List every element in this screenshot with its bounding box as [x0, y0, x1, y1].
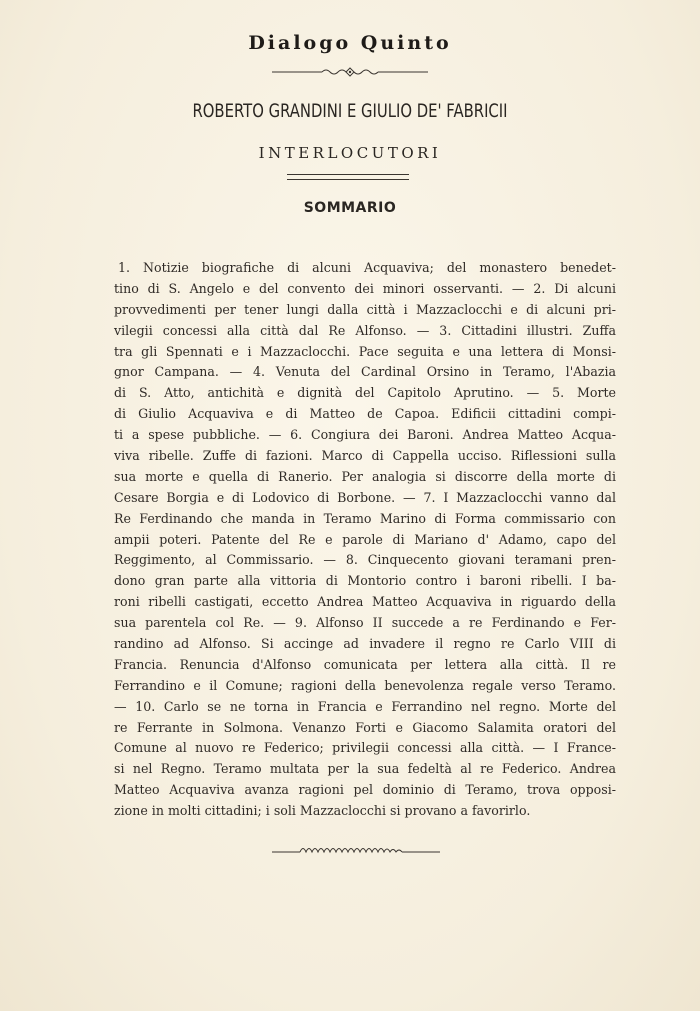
summary-body [114, 258, 616, 822]
text-line: ti a spese pubbliche. — 6. Congiura dei Baroni. Andrea Matteo Acqua- [114, 427, 616, 443]
wavy-tailpiece-icon [270, 844, 442, 856]
text-line: Reggimento, al Commissario. — 8. Cinquecento giovani teramani pren- [114, 552, 616, 568]
text-line: viva ribelle. Zuffe di fazioni. Marco di Cappella ucciso. Riflessioni sulla [114, 448, 616, 464]
interlocutors-heading: INTERLOCUTORI [258, 144, 442, 162]
text-line: — 10. Carlo se ne torna in Francia e Ferrandino nel regno. Morte del [114, 698, 616, 714]
text-line: Re Ferdinando che manda in Teramo Marino di Forma commissario con [114, 510, 616, 526]
text-line: sua morte e quella di Ranerio. Per analogia si discorre della morte di [114, 468, 616, 484]
text-line: sua parentela col Re. — 9. Alfonso II succede a re Ferdinando e Fer- [114, 615, 616, 631]
double-rule-divider [287, 174, 409, 180]
text-line: Ferrandino e il Comune; ragioni della benevolenza regale verso Teramo. [114, 677, 616, 693]
text-line: vilegii concessi alla città dal Re Alfonso. — 3. Cittadini illustri. Zuffa [114, 322, 616, 338]
dialogue-heading: Dialogo Quinto [248, 32, 452, 54]
text-line: re Ferrante in Solmona. Venanzo Forti e Giacomo Salamita oratori del [114, 719, 616, 735]
flourish-rule-icon [270, 65, 430, 79]
text-line: Comune al nuovo re Federico; privilegii concessi alla città. — I France- [114, 740, 616, 756]
text-line: Matteo Acquaviva avanza ragioni pel dominio di Teramo, trova opposi- [114, 782, 616, 798]
text-line: Cesare Borgia e di Lodovico di Borbone. — 7. I Mazzaclocchi vanno dal [114, 489, 616, 505]
page-title: ROBERTO GRANDINI E GIULIO DE' FABRICII [192, 100, 508, 122]
summary-heading: SOMMARIO [303, 200, 397, 216]
text-line: gnor Campana. — 4. Venuta del Cardinal Orsino in Teramo, l'Abazia [114, 364, 616, 380]
text-line: roni ribelli castigati, eccetto Andrea Matteo Acquaviva in riguardo della [114, 594, 616, 610]
text-line: di S. Atto, antichità e dignità del Capitolo Aprutino. — 5. Morte [114, 385, 616, 401]
text-line: zione in molti cittadini; i soli Mazzaclocchi si provano a favorirlo. [114, 803, 531, 819]
text-line: dono gran parte alla vittoria di Montorio contro i baroni ribelli. I ba- [114, 573, 616, 589]
text-line: tra gli Spennati e i Mazzaclocchi. Pace seguita e una lettera di Monsi- [114, 343, 616, 359]
text-line: provvedimenti per tener lungi dalla città i Mazzaclocchi e di alcuni pri- [114, 301, 616, 317]
text-line: tino di S. Angelo e del convento dei minori osservanti. — 2. Di alcuni [114, 280, 616, 296]
text-line: randino ad Alfonso. Si accinge ad invadere il regno re Carlo VIII di [114, 636, 616, 652]
text-line: di Giulio Acquaviva e di Matteo de Capoa. Edificii cittadini compi- [114, 406, 616, 422]
text-line: 1. Notizie biografiche di alcuni Acquaviva; del monastero benedet- [118, 260, 616, 275]
text-line: Francia. Renuncia d'Alfonso comunicata per lettera alla città. Il re [114, 656, 616, 672]
text-line: ampii poteri. Patente del Re e parole di Mariano d' Adamo, capo del [114, 531, 616, 547]
text-line: si nel Regno. Teramo multata per la sua fedeltà al re Federico. Andrea [114, 761, 616, 777]
